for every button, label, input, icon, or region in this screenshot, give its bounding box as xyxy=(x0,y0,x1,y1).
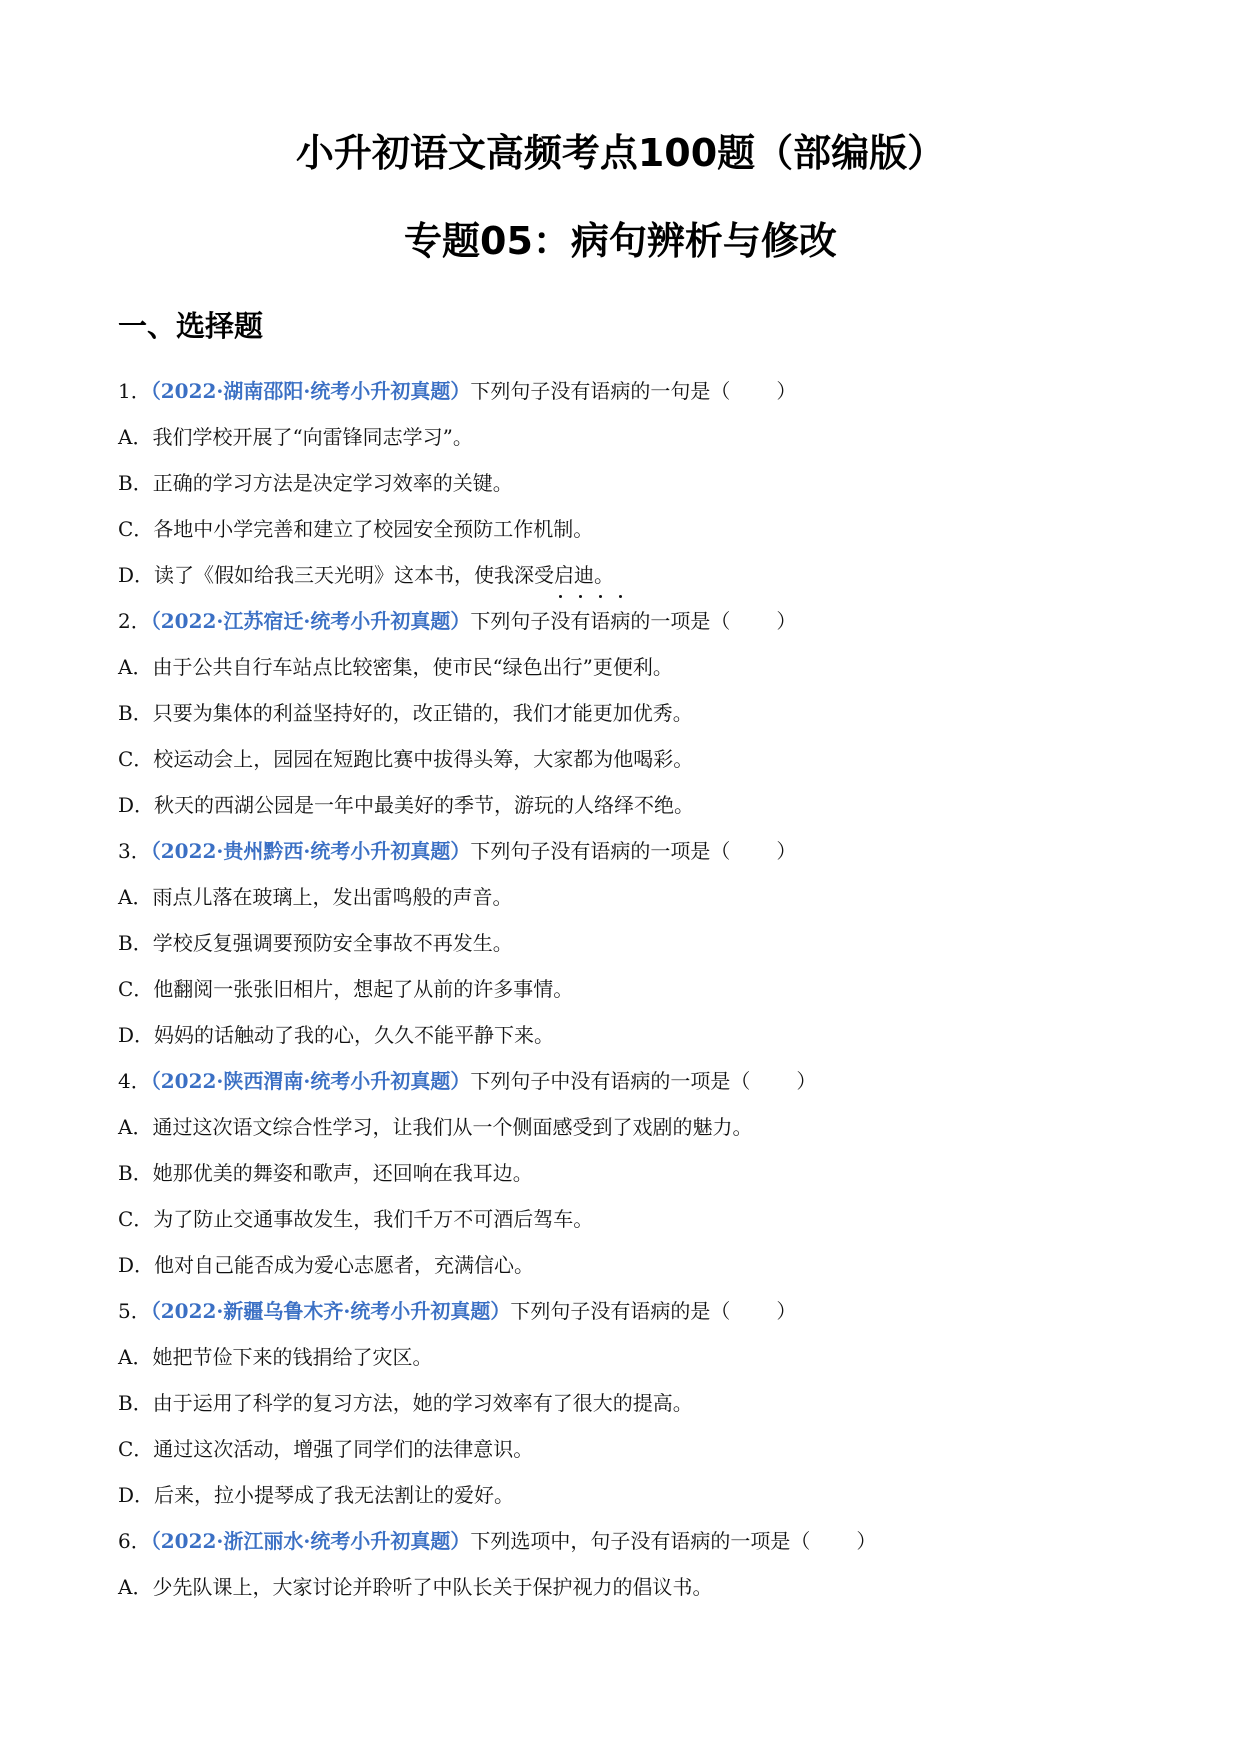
option: A．我们学校开展了“向雷锋同志学习”。 xyxy=(118,425,473,449)
emphasized-text: 没有语病 xyxy=(550,609,631,633)
question-text: 下列句子 xyxy=(470,609,551,633)
question-text: 下列句子没有语病的是（ xyxy=(510,1299,731,1323)
question-list xyxy=(118,368,1128,1610)
question-1-stem xyxy=(118,368,1128,414)
question-text: 下列句子中没有语病的一项是（ xyxy=(470,1069,751,1093)
question-number: 2． xyxy=(118,609,151,633)
option: A．她把节俭下来的钱捐给了灾区。 xyxy=(118,1345,433,1369)
question-number: 3． xyxy=(118,839,151,863)
close-paren: ） xyxy=(776,839,797,863)
option: B．只要为集体的利益坚持好的，改正错的，我们才能更加优秀。 xyxy=(118,701,693,725)
option: A．少先队课上，大家讨论并聆听了中队长关于保护视力的倡议书。 xyxy=(118,1575,713,1599)
question-source: （2022·江苏宿迁·统考小升初真题） xyxy=(150,609,471,633)
document-subtitle: 专题05：病句辨析与修改 xyxy=(404,219,837,263)
question-text: 下列句子没有语病的一句是（ xyxy=(470,379,731,403)
option: A．通过这次语文综合性学习，让我们从一个侧面感受到了戏剧的魅力。 xyxy=(118,1115,753,1139)
option: B．正确的学习方法是决定学习效率的关键。 xyxy=(118,471,513,495)
option: A．雨点儿落在玻璃上，发出雷鸣般的声音。 xyxy=(118,885,513,909)
option: B．她那优美的舞姿和歌声，还回响在我耳边。 xyxy=(118,1161,533,1185)
question-source: （2022·陕西渭南·统考小升初真题） xyxy=(150,1069,471,1093)
close-paren: ） xyxy=(796,1069,817,1093)
question-source: （2022·贵州黔西·统考小升初真题） xyxy=(150,839,471,863)
option: C．校运动会上，园园在短跑比赛中拔得头筹，大家都为他喝彩。 xyxy=(118,747,694,771)
option: D．他对自己能否成为爱心志愿者，充满信心。 xyxy=(118,1253,535,1277)
question-text: 下列句子没有语病的一项是（ xyxy=(470,839,731,863)
close-paren: ） xyxy=(776,1299,797,1323)
question-2-stem xyxy=(118,598,1128,644)
section-heading: 一、选择题 xyxy=(118,309,264,343)
option: C．为了防止交通事故发生，我们千万不可酒后驾车。 xyxy=(118,1207,594,1231)
option: C．通过这次活动，增强了同学们的法律意识。 xyxy=(118,1437,534,1461)
question-number: 5． xyxy=(118,1299,151,1323)
question-number: 1． xyxy=(118,379,151,403)
question-5-stem xyxy=(118,1288,1128,1334)
option: D．秋天的西湖公园是一年中最美好的季节，游玩的人络绎不绝。 xyxy=(118,793,695,817)
question-3-stem xyxy=(118,828,1128,874)
emphasis-marks xyxy=(550,609,630,633)
question-6-stem xyxy=(118,1518,1128,1564)
close-paren: ） xyxy=(776,609,797,633)
option: B．由于运用了科学的复习方法，她的学习效率有了很大的提高。 xyxy=(118,1391,693,1415)
option: D．读了《假如给我三天光明》这本书，使我深受启迪。 xyxy=(118,563,615,587)
close-paren: ） xyxy=(776,379,797,403)
option: C．他翻阅一张张旧相片，想起了从前的许多事情。 xyxy=(118,977,574,1001)
question-source: （2022·新疆乌鲁木齐·统考小升初真题） xyxy=(150,1299,511,1323)
option: D．后来，拉小提琴成了我无法割让的爱好。 xyxy=(118,1483,515,1507)
question-source: （2022·浙江丽水·统考小升初真题） xyxy=(150,1529,471,1553)
question-4-stem xyxy=(118,1058,1128,1104)
option: A．由于公共自行车站点比较密集，使市民“绿色出行”更便利。 xyxy=(118,655,673,679)
close-paren: ） xyxy=(856,1529,877,1553)
question-number: 6． xyxy=(118,1529,151,1553)
question-source: （2022·湖南邵阳·统考小升初真题） xyxy=(150,379,471,403)
option: C．各地中小学完善和建立了校园安全预防工作机制。 xyxy=(118,517,594,541)
question-number: 4． xyxy=(118,1069,151,1093)
question-text: 下列选项中，句子没有语病的一项是（ xyxy=(470,1529,811,1553)
question-text-end: 的一项是（ xyxy=(630,609,731,633)
option: B．学校反复强调要预防安全事故不再发生。 xyxy=(118,931,513,955)
option: D．妈妈的话触动了我的心，久久不能平静下来。 xyxy=(118,1023,555,1047)
document-title: 小升初语文高频考点100题（部编版） xyxy=(295,131,946,175)
